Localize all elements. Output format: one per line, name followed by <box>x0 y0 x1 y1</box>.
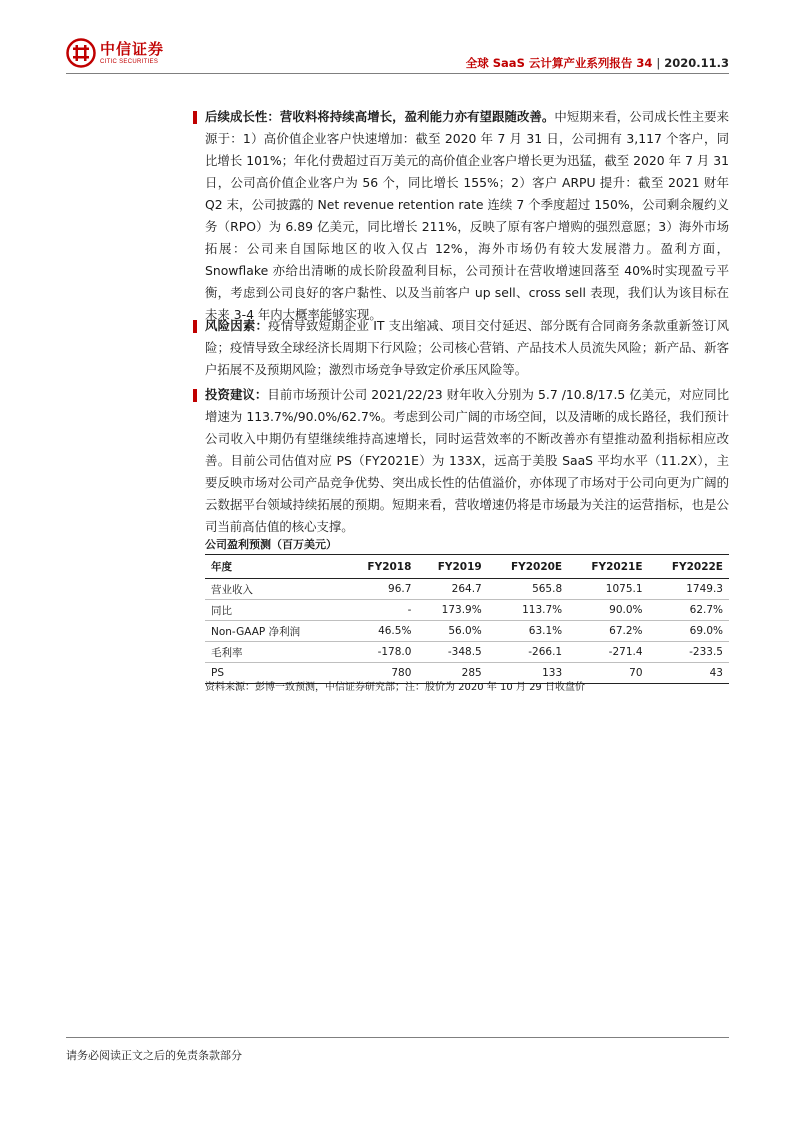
page-header <box>66 38 729 74</box>
logo-english-name: CITIC SECURITIES <box>100 58 159 65</box>
table-row <box>205 621 729 642</box>
header-fy2020e: FY2020E <box>488 555 568 579</box>
header-separator: | <box>656 56 661 70</box>
table-cell: 133 <box>488 663 568 684</box>
header-rule <box>66 73 729 74</box>
header-fy2022e: FY2022E <box>649 555 729 579</box>
table-cell: 96.7 <box>347 579 417 600</box>
report-series-title: 全球 SaaS 云计算产业系列报告 34 <box>465 56 653 70</box>
table-cell: -266.1 <box>488 642 568 663</box>
table-cell: 46.5% <box>347 621 417 642</box>
table-cell: 113.7% <box>488 600 568 621</box>
header-fy2021e: FY2021E <box>568 555 648 579</box>
row-label: Non-GAAP 净利润 <box>205 621 347 642</box>
section-marker <box>193 320 197 333</box>
header-fy2019: FY2019 <box>417 555 487 579</box>
table-cell: 264.7 <box>417 579 487 600</box>
table-cell: 1749.3 <box>649 579 729 600</box>
growth-paragraph <box>205 106 729 326</box>
table-cell: 285 <box>417 663 487 684</box>
row-label: 毛利率 <box>205 642 347 663</box>
growth-body: 中短期来看，公司成长性主要来源于：1）高价值企业客户快速增加：截至 2020 年 7 月 31 日，公司拥有 3,117 个客户，同比增长 101%；年化付费超过百万美元的高价值企业客户增长更为迅猛，截至 2020 年 7 月 31 日，公司高价值企业客户为 56 个，同比增长 155%；2）客户 ARPU 提升：截至 2021 财年 Q2 末，公司披露的 Net revenue retention rate 连续 7 个季度超过 150%，公司剩余履约义务（RPO）为 6.89 亿美元，同比增长 211%，反映了原有客户增购的强烈意愿；3）海外市场拓展：公司来自国际地区的收入仅占 12%，海外市场仍有较大发展潜力。盈利方面，Snowflake 亦给出清晰的成长阶段盈利目标，公司预计在营收增速回落至 40%时实现盈亏平衡，考虑到公司良好的客户黏性、以及当前客户 up sell、cross sell 表现，我们认为该目标在未来 3-4 年内大概率能够实现。 <box>205 109 730 322</box>
table-cell: -271.4 <box>568 642 648 663</box>
table-cell: 67.2% <box>568 621 648 642</box>
footer-disclaimer: 请务必阅读正文之后的免责条款部分 <box>66 1049 242 1062</box>
table-cell: 63.1% <box>488 621 568 642</box>
risk-heading: 风险因素： <box>205 318 269 333</box>
table-cell: 1075.1 <box>568 579 648 600</box>
section-marker <box>193 111 197 124</box>
table-cell: - <box>347 600 417 621</box>
table-title: 公司盈利预测（百万美元） <box>205 538 337 551</box>
footer-rule <box>66 1037 729 1038</box>
table-cell: -348.5 <box>417 642 487 663</box>
growth-heading: 后续成长性：营收料将持续高增长，盈利能力亦有望跟随改善。 <box>205 109 555 124</box>
table-row <box>205 600 729 621</box>
table-cell: 69.0% <box>649 621 729 642</box>
table-source-note: 资料来源：彭博一致预测，中信证券研究部；注：股价为 2020 年 10 月 29 日收盘价 <box>205 682 585 693</box>
earnings-forecast-table <box>205 554 729 684</box>
logo-chinese-name: 中信证券 <box>100 39 165 58</box>
risk-body: 疫情导致短期企业 IT 支出缩减、项目交付延迟、部分既有合同商务条款重新签订风险；疫情导致全球经济长周期下行风险；公司核心营销、产品技术人员流失风险；新产品、新客户拓展不及预期风险；激烈市场竞争导致定价承压风险等。 <box>205 318 730 377</box>
table-cell: 62.7% <box>649 600 729 621</box>
row-label: 营业收入 <box>205 579 347 600</box>
investment-heading: 投资建议： <box>205 387 268 402</box>
table-cell: -178.0 <box>347 642 417 663</box>
table-cell: 70 <box>568 663 648 684</box>
table-cell: 90.0% <box>568 600 648 621</box>
table-cell: 56.0% <box>417 621 487 642</box>
header-fy2018: FY2018 <box>347 555 417 579</box>
report-date: 2020.11.3 <box>664 56 729 70</box>
table-cell: 780 <box>347 663 417 684</box>
table-header-row <box>205 555 729 579</box>
row-label: PS <box>205 663 347 684</box>
table-cell: 43 <box>649 663 729 684</box>
table-row <box>205 642 729 663</box>
table-cell: 565.8 <box>488 579 568 600</box>
report-header-info <box>466 55 729 71</box>
row-label: 同比 <box>205 600 347 621</box>
citic-logo-icon <box>66 38 96 68</box>
header-year: 年度 <box>205 555 347 579</box>
citic-logo <box>66 38 164 68</box>
investment-paragraph <box>205 384 729 538</box>
risk-paragraph <box>205 315 729 381</box>
section-marker <box>193 389 197 402</box>
table-cell: -233.5 <box>649 642 729 663</box>
investment-body: 目前市场预计公司 2021/22/23 财年收入分别为 5.7 /10.8/17.5 亿美元，对应同比增速为 113.7%/90.0%/62.7%。考虑到公司广阔的市场空间，以及清晰的成长路径，我们预计公司收入中期仍有望继续维持高速增长，同时运营效率的不断改善亦有望推动盈利指标相应改善。目前公司估值对应 PS（FY2021E）为 133X，远高于美股 SaaS 平均水平（11.2X），主要反映市场对公司产品竞争优势、突出成长性的估值溢价，亦体现了市场对于公司向更为广阔的云数据平台领域持续拓展的预期。短期来看，营收增速仍将是市场最为关注的运营指标，也是公司当前高估值的核心支撑。 <box>205 387 730 534</box>
table-cell: 173.9% <box>417 600 487 621</box>
table-row <box>205 579 729 600</box>
